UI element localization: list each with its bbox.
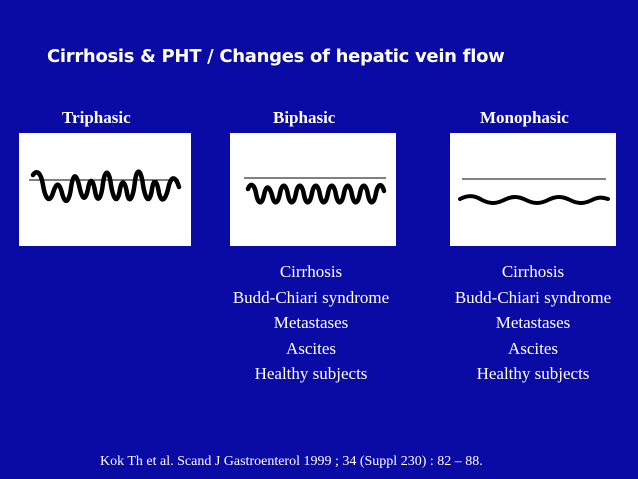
list-item: Healthy subjects — [254, 364, 368, 383]
list-item: Budd-Chiari syndrome — [454, 287, 612, 307]
list-item: Ascites — [507, 338, 559, 358]
triphasic-waveform — [19, 133, 191, 246]
list-item: Cirrhosis — [501, 262, 565, 281]
biphasic-waveform — [230, 133, 396, 246]
list-item: Healthy subjects — [476, 364, 590, 383]
biphasic-panel — [230, 133, 396, 246]
list-item: Metastases — [273, 313, 349, 332]
biphasic-findings-list — [205, 259, 417, 387]
reference-citation: Kok Th et al. Scand J Gastroenterol 1999 ; 34 (Suppl 230) : 82 – 88. — [100, 454, 483, 469]
triphasic-label: Triphasic — [62, 108, 131, 127]
list-item: Ascites — [285, 338, 337, 358]
list-item: Budd-Chiari syndrome — [232, 287, 390, 307]
monophasic-panel — [450, 133, 616, 246]
biphasic-label: Biphasic — [273, 108, 336, 127]
list-item: Cirrhosis — [279, 262, 343, 281]
triphasic-panel — [19, 133, 191, 246]
list-item: Metastases — [495, 313, 571, 332]
slide-title: Cirrhosis & PHT / Changes of hepatic vein flow — [47, 46, 505, 67]
monophasic-label: Monophasic — [480, 108, 569, 127]
monophasic-findings-list — [427, 259, 638, 387]
monophasic-waveform — [450, 133, 616, 246]
